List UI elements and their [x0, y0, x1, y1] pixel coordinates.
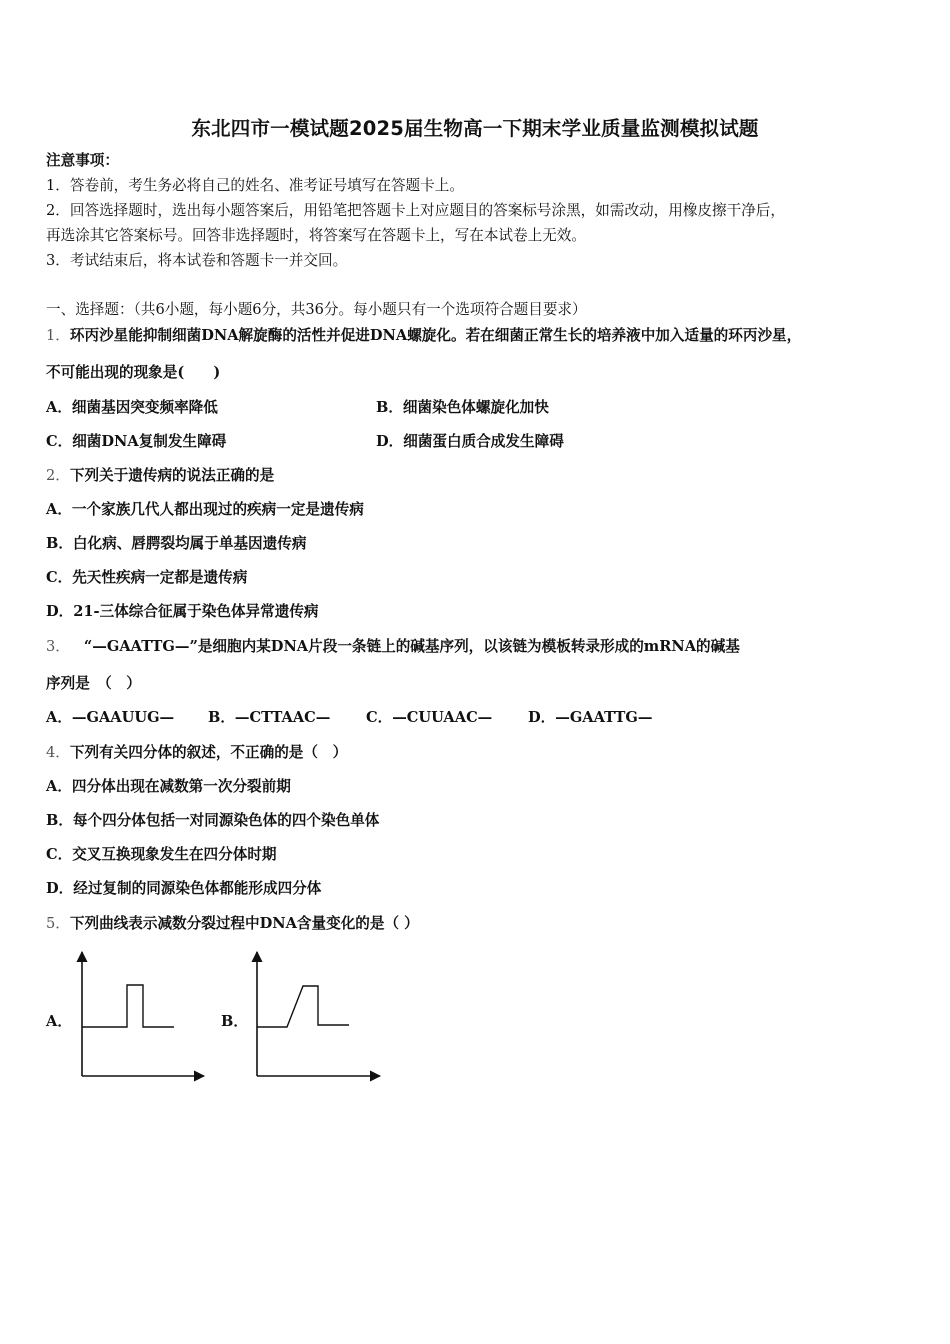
question-2-text: 下列关于遗传病的说法正确的是 — [69, 467, 275, 484]
page-title: 东北四市一模试题2025届生物高一下期末学业质量监测模拟试题 — [191, 117, 759, 140]
q5-graph-a[interactable] — [70, 948, 210, 1083]
question-1-stem-cont: 不可能出现的现象是( ) — [46, 364, 221, 381]
q2-option-c[interactable]: C．先天性疾病一定都是遗传病 — [46, 569, 248, 586]
question-number: 3． — [46, 638, 70, 655]
notice-item-3: 3．考试结束后，将本试卷和答题卡一并交回。 — [46, 252, 348, 269]
q2-option-b[interactable]: B．白化病、唇腭裂均属于单基因遗传病 — [46, 535, 307, 552]
question-2-stem — [46, 466, 274, 486]
question-3-stem-cont: 序列是 （ ） — [46, 675, 141, 692]
q4-option-a[interactable]: A．四分体出现在减数第一次分裂前期 — [46, 778, 291, 795]
q5-option-a-label[interactable]: A． — [46, 1013, 72, 1030]
question-5-stem — [46, 914, 419, 934]
q1-option-a[interactable]: A．细菌基因突变频率降低 — [46, 399, 218, 416]
q4-option-d[interactable]: D．经过复制的同源染色体都能形成四分体 — [46, 880, 322, 897]
q3-option-c[interactable]: C．—CUUAAC— — [366, 709, 493, 726]
notice-item-2-cont: 再选涂其它答案标号。回答非选择题时，将答案写在答题卡上，写在本试卷上无效。 — [46, 227, 586, 244]
q4-option-c[interactable]: C．交叉互换现象发生在四分体时期 — [46, 846, 277, 863]
q2-option-a[interactable]: A．一个家族几代人都出现过的疾病一定是遗传病 — [46, 501, 364, 518]
question-3-stem — [46, 637, 740, 657]
question-5-text: 下列曲线表示减数分裂过程中DNA含量变化的是（ ） — [69, 915, 419, 932]
q1-option-d[interactable]: D．细菌蛋白质合成发生障碍 — [376, 433, 564, 450]
section-heading: 一、选择题：（共6小题，每小题6分，共36分。每小题只有一个选项符合题目要求） — [46, 301, 587, 318]
question-number: 5． — [46, 915, 70, 932]
notice-item-2: 2．回答选择题时，选出每小题答案后，用铅笔把答题卡上对应题目的答案标号涂黑，如需改动，用橡皮擦干净后， — [46, 202, 785, 219]
q5-option-b-label[interactable]: B． — [221, 1013, 248, 1030]
notice-heading: 注意事项： — [46, 152, 119, 169]
q1-option-c[interactable]: C．细菌DNA复制发生障碍 — [46, 433, 227, 450]
question-number: 1． — [46, 327, 70, 344]
q1-option-b[interactable]: B．细菌染色体螺旋化加快 — [376, 399, 549, 416]
q3-option-d[interactable]: D．—GAATTG— — [528, 709, 653, 726]
question-3-text: “—GAATTG—”是细胞内某DNA片段一条链上的碱基序列，以该链为模板转录形成的mRNA的碱基 — [83, 638, 740, 655]
q2-option-d[interactable]: D．21-三体综合征属于染色体异常遗传病 — [46, 603, 319, 620]
q4-option-b[interactable]: B．每个四分体包括一对同源染色体的四个染色单体 — [46, 812, 380, 829]
dna-curve — [257, 986, 349, 1027]
question-4-text: 下列有关四分体的叙述，不正确的是（ ） — [69, 744, 348, 761]
q3-option-b[interactable]: B．—CTTAAC— — [208, 709, 331, 726]
question-number: 2． — [46, 467, 70, 484]
question-number: 4． — [46, 744, 70, 761]
question-4-stem — [46, 743, 347, 763]
q3-option-a[interactable]: A．—GAAUUG— — [46, 709, 175, 726]
question-1-stem — [46, 326, 801, 346]
question-1-text: 环丙沙星能抑制细菌DNA解旋酶的活性并促进DNA螺旋化。若在细菌正常生长的培养液中加入适量的环丙沙星， — [69, 327, 802, 344]
dna-curve — [82, 985, 174, 1027]
q5-graph-b[interactable] — [246, 948, 386, 1083]
notice-item-1: 1．答卷前，考生务必将自己的姓名、准考证号填写在答题卡上。 — [46, 177, 464, 194]
